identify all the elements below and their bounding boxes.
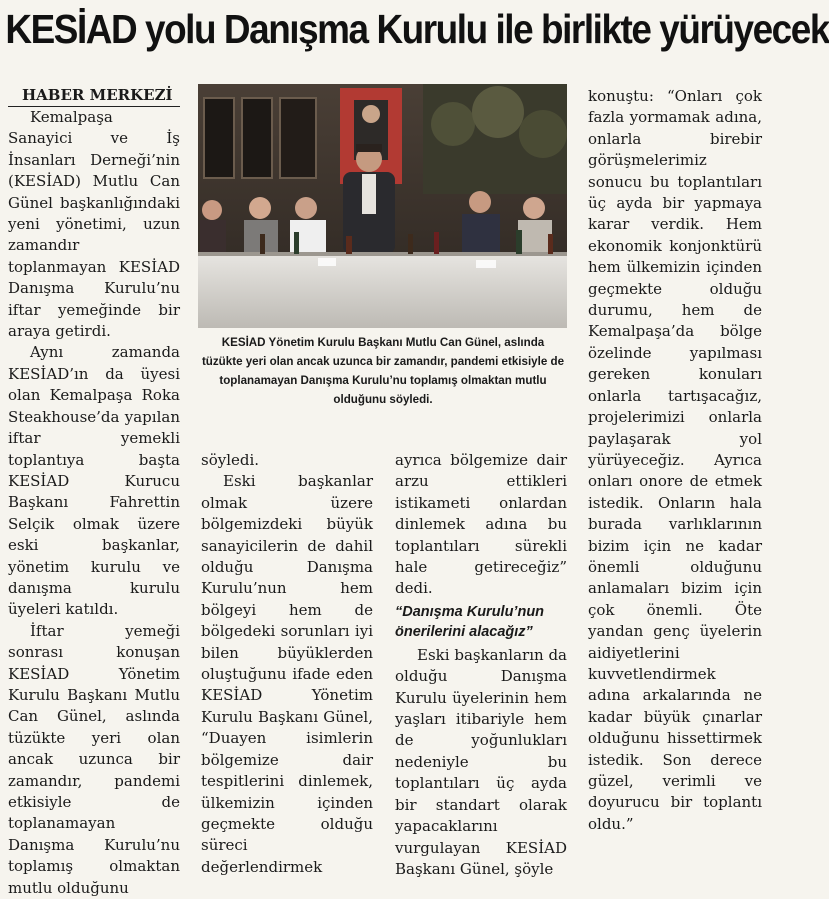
byline: HABER MERKEZİ <box>8 86 180 107</box>
article-column-1 <box>8 107 180 897</box>
paragraph: konuştu: “Onları çok fazla yormamak adına, onlarla birebir görüşmelerimiz sonucu bu toplantıları üç ayda bir yapmaya karar verdik. Hem ekonomik konjonktürü hem ülkemizin içinden geçmekte olduğu durumu, hem de Kemalpaşa’da bölge özelinde yapılması gereken konuları onlarla tartışacağız, projelerimizi onlarla paylaşarak yol yürüyeceğiz. Ayrıca onları onore de etmek istedik. Onların hala burada varlıklarının bizim için ne kadar önemli olduğunu anlamaları bizim için çok önemli. Öte yandan genç üyelerin aidiyetlerini kuvvetlendirmek adına arkalarında ne kadar büyük çınarlar olduğunu hissettirmek istedik. Son derece güzel, verimli ve doyurucu bir toplantı oldu.” <box>588 87 762 833</box>
paragraph: İftar yemeği sonrası konuşan KESİAD Yönetim Kurulu Başkanı Mutlu Can Günel, aslında tüzükte yeri olan ancak uzunca bir zamandır, pandemi etkisiyle de toplanamayan Danışma Kurulu’nu toplamış olmaktan mutlu olduğunu <box>8 621 180 897</box>
paragraph: Eski başkanlar olmak üzere bölgemizdeki büyük sanayicilerin de dahil olduğu Danışma Kurulu’nun hem bölgeyi hem de bölgedeki sorunları iyi bilen büyüklerden oluştuğunu ifade eden KESİAD Yönetim Kurulu Başkanı Günel, “Duayen isimlerin bölgemize dair tespitlerini dinlemek, ülkemizin içinden geçmekte olduğu süreci değerlendirmek <box>201 472 373 876</box>
article-column-4 <box>588 86 762 835</box>
event-photo <box>198 84 567 328</box>
paragraph: Aynı zamanda KESİAD’ın da üyesi olan Kemalpaşa Roka Steakhouse’da yapılan iftar yemekli toplantıya başta KESİAD Kurucu Başkanı Fahrettin Selçik olmak üzere eski başkanlar, yönetim kurulu ve danışma kurulu üyeleri katıldı. <box>8 343 180 619</box>
article-column-2 <box>201 450 373 876</box>
paragraph: Eski başkanların da olduğu Danışma Kurulu üyelerinin hem yaşları itibariyle hem de yoğunlukları nedeniyle bu toplantıları üç ayda bir standart olarak yapacaklarını vurgulayan KESİAD Başkanı Günel, şöyle <box>395 645 567 878</box>
paragraph: söyledi. <box>201 451 260 469</box>
paragraph: ayrıca bölgemize dair arzu ettikleri istikameti onlardan dinlemek adına bu toplantıları sürekli hale getireceğiz” dedi. <box>395 451 567 598</box>
photo-caption: KESİAD Yönetim Kurulu Başkanı Mutlu Can Günel, aslında tüzükte yeri olan ancak uzunca bir zamandır, pandemi etkisiyle de toplanamayan Danışma Kurulu’nu toplamış olmaktan mutlu olduğunu söyledi. <box>201 336 565 406</box>
article-column-3 <box>395 450 567 878</box>
subheading: “Danışma Kurulu’nun önerilerini alacağız” <box>395 603 545 640</box>
headline: KESİAD yolu Danışma Kurulu ile birlikte yürüyecek <box>5 6 829 52</box>
paragraph: Kemalpaşa Sanayici ve İş İnsanları Derneği’nin (KESİAD) Mutlu Can Günel başkanlığındaki yeni yönetimi, uzun zamandır toplanmayan KESİAD Danışma Kurulu’nu iftar yemeğinde bir araya getirdi. <box>8 108 180 341</box>
